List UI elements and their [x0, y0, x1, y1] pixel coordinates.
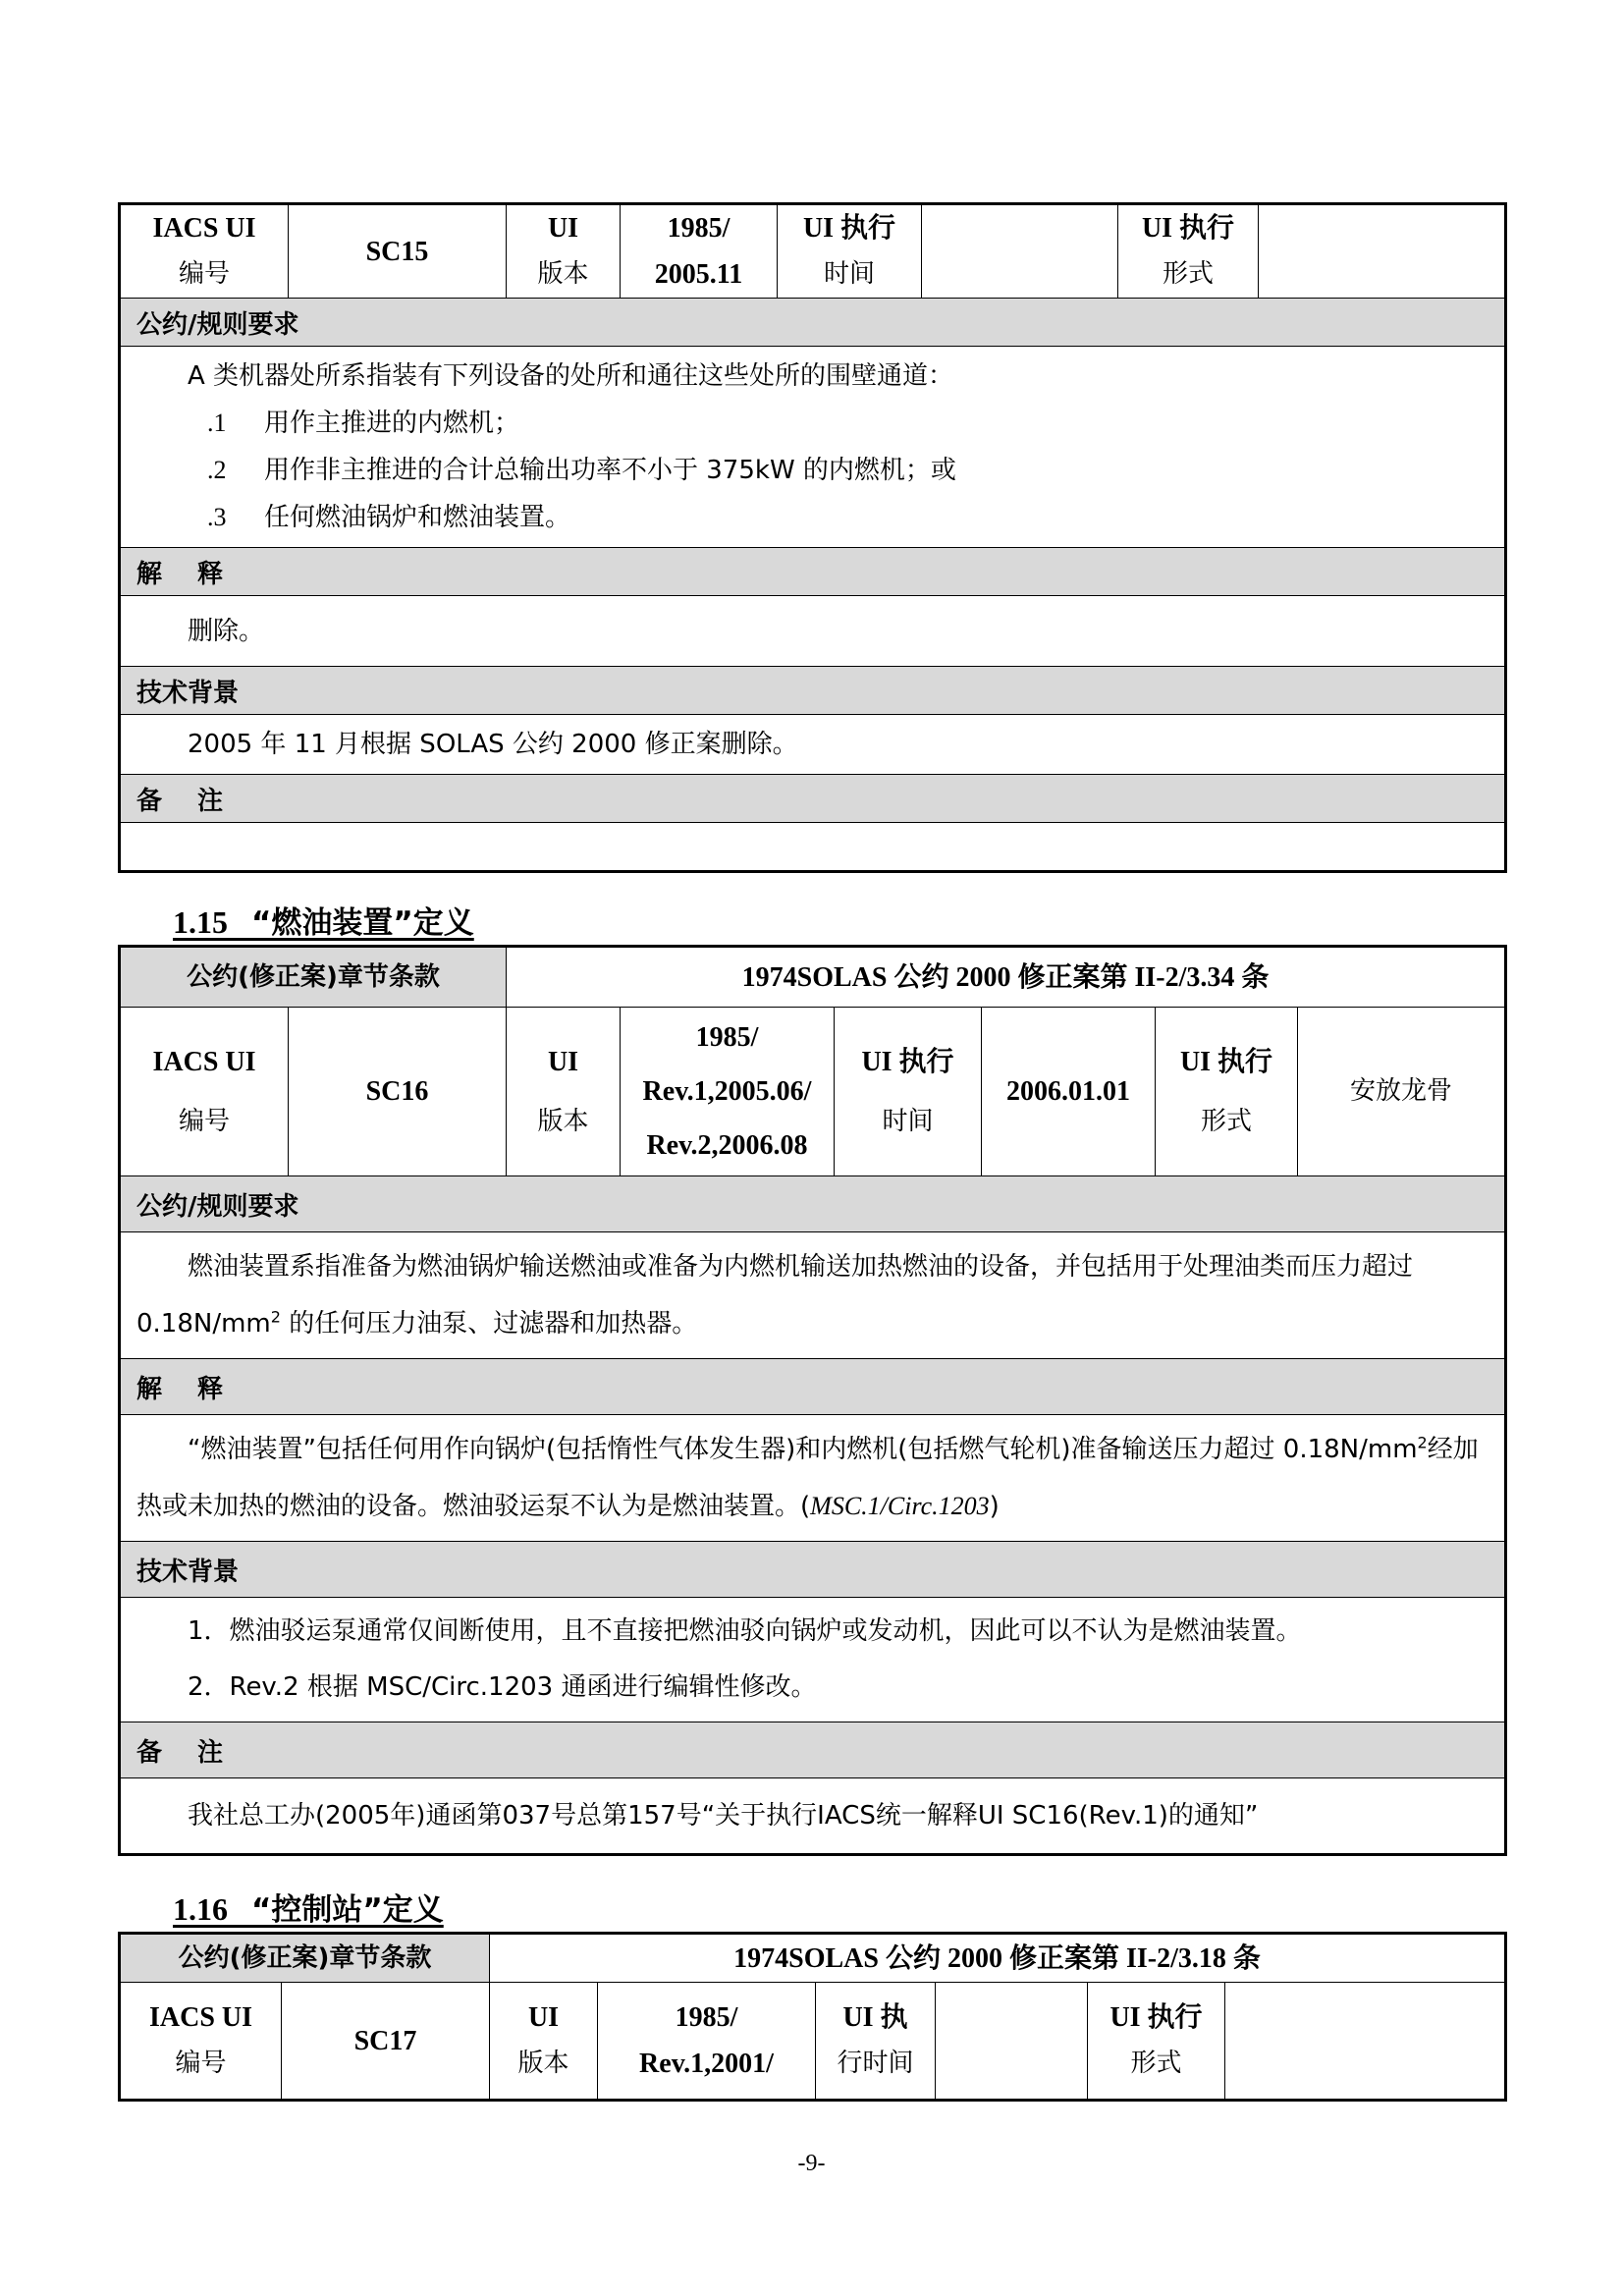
ui-form-value: [1225, 1983, 1506, 2101]
ui-form-value: [1259, 204, 1506, 299]
note-label: 备注: [120, 1722, 1506, 1778]
requirement-item: .1 用作主推进的内燃机；: [207, 409, 520, 438]
requirement-item: .2 用作非主推进的合计总输出功率不小于 375kW 的内燃机；或: [207, 456, 956, 485]
convention-clause-label: 公约(修正案)章节条款: [120, 947, 507, 1008]
ui-form-label: UI 执行 形式: [1118, 204, 1259, 299]
ui-version-value: 1985/ Rev.1,2005.06/ Rev.2,2006.08: [621, 1008, 835, 1176]
ui-no-label: IACS UI 编号: [120, 204, 289, 299]
ui-version-value: 1985/ 2005.11: [621, 204, 778, 299]
ui-time-value: [922, 204, 1118, 299]
sc17-header-row: [120, 1983, 1506, 2101]
ui-no-value: SC16: [289, 1008, 507, 1176]
ui-form-value: 安放龙骨: [1298, 1008, 1506, 1176]
requirement-body: 燃油装置系指准备为燃油锅炉输送燃油或准备为内燃机输送加热燃油的设备，并包括用于处理油类而压力超过 $0.18N/mm^2$ 的任何压力油泵、过滤器和加热器。: [120, 1232, 1506, 1359]
background-item: 1．燃油驳运泵通常仅间断使用，且不直接把燃油驳向锅炉或发动机，因此可以不认为是燃油装置。: [188, 1616, 1302, 1646]
ui-time-label: UI 执行 时间: [835, 1008, 982, 1176]
page-number: -9-: [797, 2151, 826, 2176]
interpretation-body: “燃油装置”包括任何用作向锅炉(包括惰性气体发生器)和内燃机(包括燃气轮机)准备输送压力超过 $0.18N/mm^2$经加热或未加热的燃油的设备。燃油驳运泵不认为是燃油装置。(MSC.1/Circ.1203): [120, 1415, 1506, 1542]
interpretation-label: 解释: [120, 1359, 1506, 1415]
ui-no-value: SC17: [282, 1983, 490, 2101]
note-label: 备注: [120, 775, 1506, 823]
background-body: 2005 年 11 月根据 SOLAS 公约 2000 修正案删除。: [120, 715, 1506, 775]
sc17-table: [118, 1932, 1507, 2102]
ui-version-value: 1985/ Rev.1,2001/: [598, 1983, 816, 2101]
background-body: [120, 1598, 1506, 1722]
ui-version-label: UI 版本: [507, 1008, 621, 1176]
convention-clause-value: 1974SOLAS 公约 2000 修正案第 II-2/3.34 条: [507, 947, 1506, 1008]
interpretation-label: 解释: [120, 548, 1506, 596]
ui-no-value: SC15: [289, 204, 507, 299]
sc15-header-row: [120, 204, 1506, 299]
ui-time-label: UI 执行 时间: [778, 204, 922, 299]
sc16-table: [118, 945, 1507, 1856]
ui-no-label: IACS UI 编号: [120, 1983, 282, 2101]
ui-version-label: UI 版本: [490, 1983, 598, 2101]
ui-time-label: UI 执 行时间: [816, 1983, 936, 2101]
convention-clause-value: 1974SOLAS 公约 2000 修正案第 II-2/3.18 条: [490, 1934, 1506, 1983]
ui-time-value: 2006.01.01: [982, 1008, 1156, 1176]
note-body: 我社总工办(2005年)通函第037号总第157号“关于执行IACS统一解释UI SC16(Rev.1)的通知”: [120, 1778, 1506, 1855]
background-item: 2．Rev.2 根据 MSC/Circ.1203 通函进行编辑性修改。: [188, 1672, 817, 1702]
requirement-item: .3 任何燃油锅炉和燃油装置。: [207, 503, 571, 532]
section-title-1-15: 1.15 “燃油装置”定义: [173, 904, 474, 941]
convention-clause-label: 公约(修正案)章节条款: [120, 1934, 490, 1983]
requirement-intro: A 类机器处所系指装有下列设备的处所和通往这些处所的围壁通道：: [188, 361, 954, 391]
ui-form-label: UI 执行 形式: [1156, 1008, 1298, 1176]
requirement-label: 公约/规则要求: [120, 1176, 1506, 1232]
note-body: [120, 823, 1506, 872]
interpretation-body: 删除。: [120, 596, 1506, 667]
section-title-1-16: 1.16 “控制站”定义: [173, 1891, 444, 1928]
ui-version-label: UI 版本: [507, 204, 621, 299]
requirement-body: [120, 347, 1506, 548]
ui-form-label: UI 执行 形式: [1088, 1983, 1225, 2101]
ui-time-value: [936, 1983, 1088, 2101]
background-label: 技术背景: [120, 667, 1506, 715]
sc16-header-row: [120, 1008, 1506, 1176]
background-label: 技术背景: [120, 1542, 1506, 1598]
requirement-label: 公约/规则要求: [120, 299, 1506, 347]
ui-no-label: IACS UI 编号: [120, 1008, 289, 1176]
sc15-table: [118, 202, 1507, 873]
